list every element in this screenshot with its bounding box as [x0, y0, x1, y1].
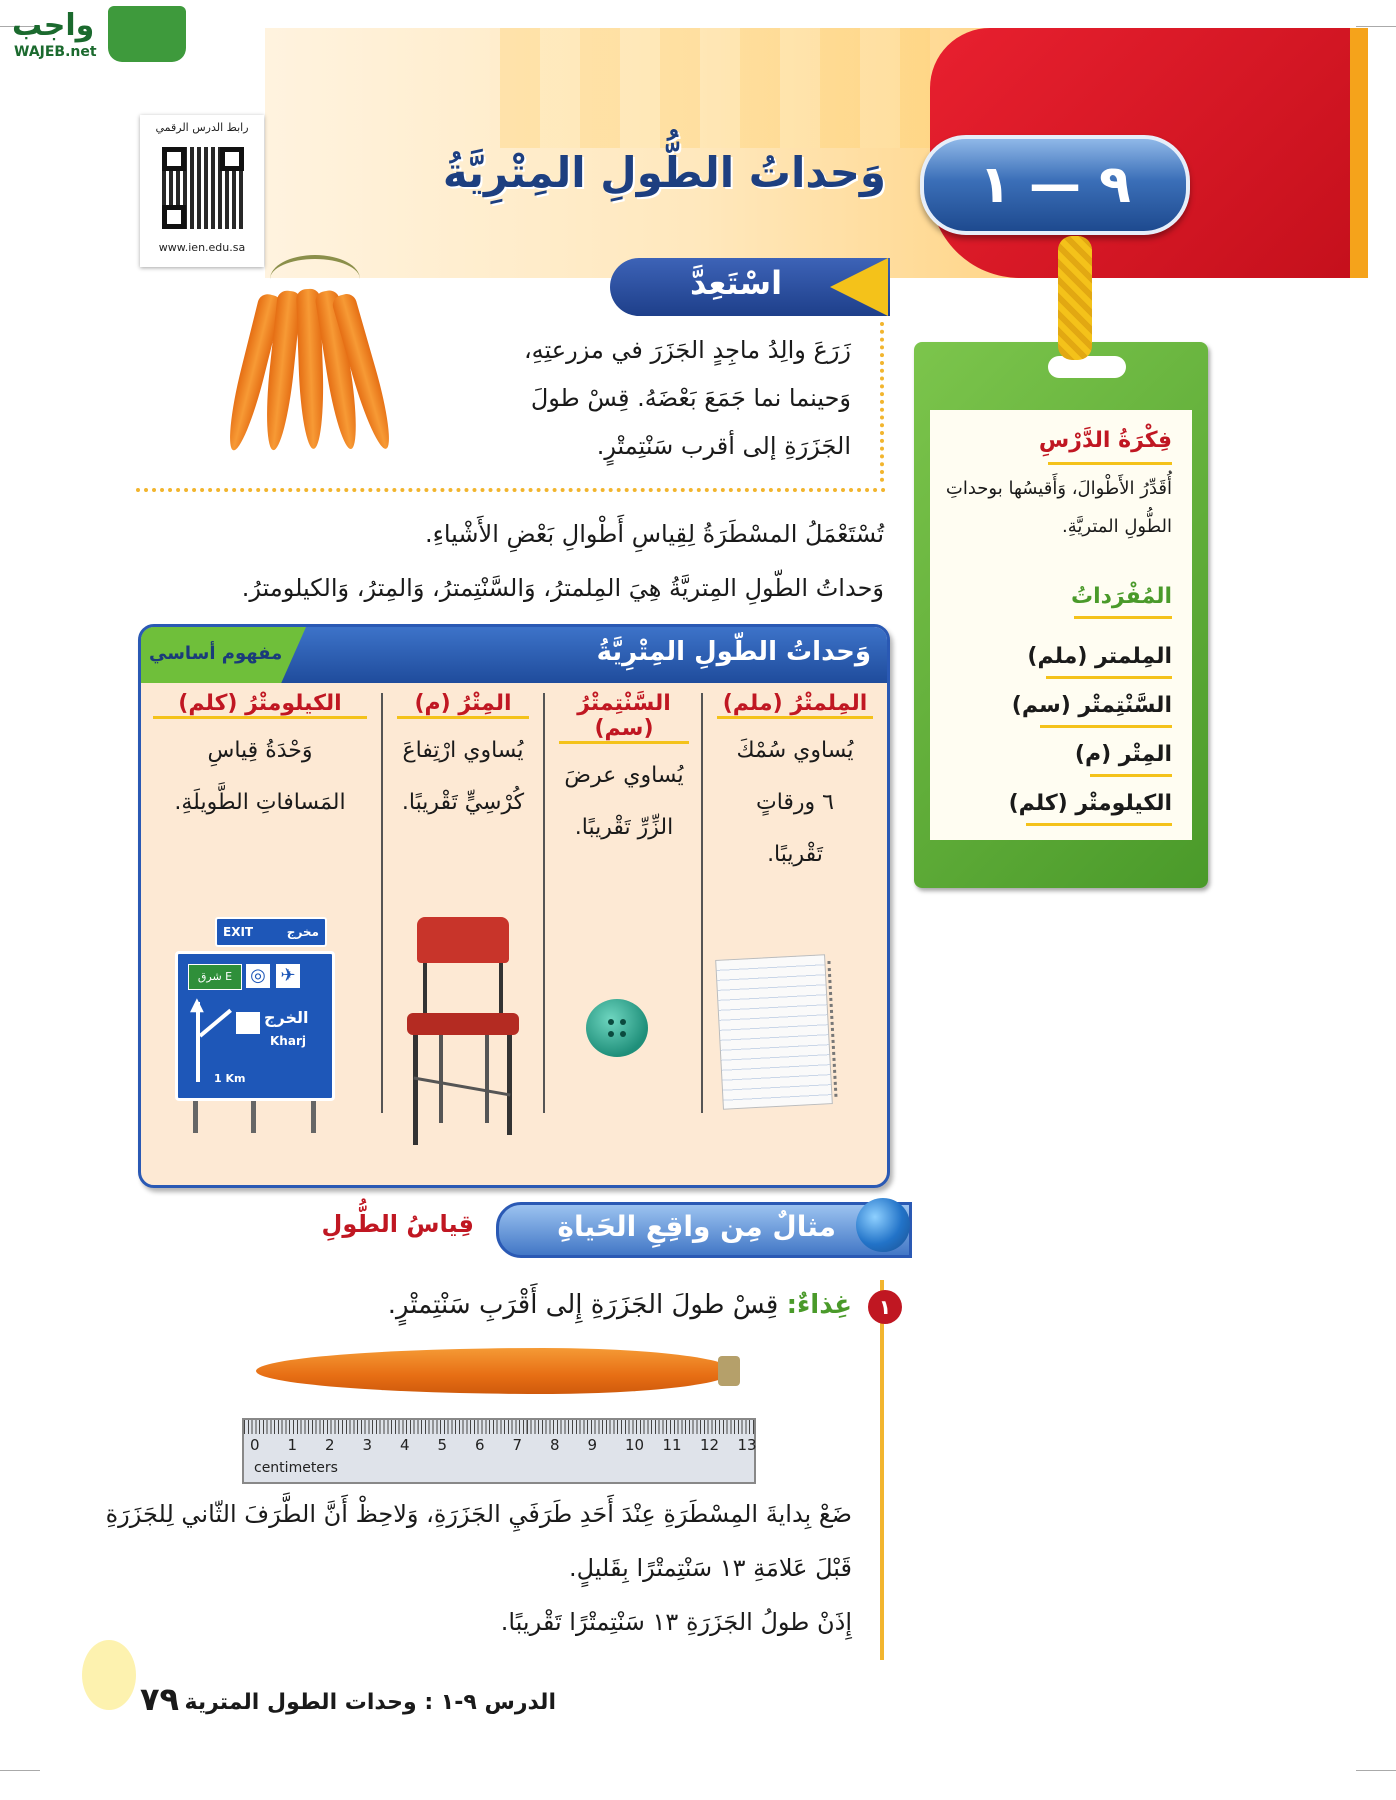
example-question-text: قِسْ طولَ الجَزَرَةِ إِلى أَقْرَبِ سَنْتِمتْرٍ.: [387, 1290, 779, 1320]
sign-city-en: Kharj: [270, 1034, 306, 1048]
unit-underline: [559, 741, 689, 744]
example-step: إِذَنْ طولُ الجَزَرَةِ ١٣ سَنْتِمتْرًا تَقْريبًا.: [500, 1608, 852, 1636]
lesson-title: وَحداتُ الطُّولِ المِتْرِيَّةُ: [442, 148, 886, 197]
unit-desc: تَقْريبًا.: [767, 842, 823, 867]
globe-icon: [856, 1198, 910, 1252]
unit-underline: [717, 716, 873, 719]
ruler-number: 0: [250, 1436, 260, 1454]
key-concept-title: وَحداتُ الطّولِ المِتْرِيَّةُ: [596, 637, 871, 667]
unit-desc: وَحْدَةُ قِياسِ: [207, 738, 313, 763]
example-side-line: [880, 1280, 884, 1660]
logo-text: واجب: [12, 8, 95, 43]
unit-name: المِتْرُ (م): [414, 691, 512, 716]
get-ready-line: الجَزَرَةِ إلى أقرب سَنْتِمتْرٍ.: [596, 432, 851, 460]
target-icon: ◎: [246, 964, 270, 988]
unit-desc: يُساوي سُمْكَ: [736, 738, 854, 763]
ruler-number: 9: [587, 1436, 598, 1454]
unit-desc: المَسافاتِ الطَّويلَةِ.: [174, 790, 346, 815]
title-underline: [1048, 462, 1172, 465]
notebook-image: [715, 954, 833, 1110]
sign-east: شرق E: [188, 964, 242, 990]
vocabulary-title: المُفْرَداتُ: [1070, 584, 1172, 609]
get-ready-line: زَرَعَ والِدُ ماجِدٍ الجَزَرَ في مزرعتِهِ،: [523, 336, 851, 364]
sign-exit-ar: مخرج: [286, 925, 319, 939]
qr-finder: [162, 205, 186, 229]
header-edge-strip: [1350, 28, 1368, 278]
vocab-underline: [1026, 823, 1172, 826]
unit-desc: الزِّرِّ تَقْريبًا.: [574, 815, 674, 840]
crop-mark: [0, 1770, 40, 1771]
dotted-divider: [136, 488, 886, 492]
ruler-number: 13: [737, 1436, 757, 1454]
unit-underline: [153, 716, 367, 719]
vocab-underline: [1040, 725, 1172, 728]
intro-line: تُسْتَعْمَلُ المسْطَرَةُ لِقِياسِ أَطْوالِ بَعْضِ الأَشْياءِ.: [424, 520, 884, 548]
column-divider: [381, 693, 383, 1113]
qr-url[interactable]: www.ien.edu.sa: [158, 241, 246, 254]
dotted-divider: [880, 322, 884, 482]
title-underline: [1074, 616, 1172, 619]
vocab-item: المِلمتر (ملم): [1027, 644, 1172, 669]
ruler-number: 11: [662, 1436, 682, 1454]
example-banner-title: مثالٌ مِن واقِعِ الحَياةِ: [557, 1210, 836, 1243]
example-question: [388, 1290, 852, 1320]
ruler-number: 5: [437, 1436, 448, 1454]
vocab-item: الكيلومتْر (كلم): [1008, 791, 1172, 816]
ruler-number: 12: [700, 1436, 720, 1454]
intro-line: وَحداتُ الطّولِ المِتريَّةُ هِيَ المِلمترُ، وَالسَّنْتِمترُ، وَالمِترُ، وَالكيلومترُ.: [241, 574, 884, 602]
example-subtitle: قِياسُ الطُّولِ: [321, 1210, 474, 1238]
logo-subtext: WAJEB.net: [14, 44, 97, 60]
carrot-image: [256, 1348, 734, 1394]
qr-finder: [220, 147, 244, 171]
ruler-number: 2: [325, 1436, 335, 1454]
lesson-number-badge: [920, 135, 1190, 235]
lanyard-icon: [1058, 236, 1092, 360]
ruler-number: 4: [400, 1436, 410, 1454]
button-image: [586, 999, 648, 1057]
road-sign-image: [175, 917, 335, 1137]
get-ready-line: وَحينما نما جَمَعَ بَعْضَهُ. قِسْ طولَ: [530, 384, 851, 412]
unit-desc: يُساوي عرضَ: [564, 763, 684, 788]
lesson-idea-title: فِكْرَةُ الدَّرْسِ: [1038, 428, 1172, 453]
column-divider: [543, 693, 545, 1113]
get-ready-arrow-icon: [830, 258, 888, 316]
unit-underline: [397, 716, 529, 719]
get-ready-text: [471, 326, 851, 470]
ruler-number: 10: [625, 1436, 645, 1454]
unit-name: السَّنْتِمتْرُ (سم): [577, 691, 671, 741]
airplane-icon: ✈: [276, 964, 300, 988]
carrot-bunch-image: [220, 255, 390, 465]
logo-book-icon: [108, 6, 186, 62]
unit-desc: يُساوي ارْتِفاعَ: [402, 738, 524, 763]
sign-distance: 1 Km: [214, 1072, 246, 1085]
footer-lesson: الدرس ٩-١ : وحدات الطول المترية: [184, 1690, 556, 1715]
crop-mark: [1356, 26, 1396, 27]
vocab-underline: [1090, 774, 1172, 777]
ruler-image: [242, 1418, 756, 1484]
ruler-number: 3: [362, 1436, 373, 1454]
ruler-ticks: [244, 1420, 754, 1434]
factory-icon: [236, 1012, 260, 1034]
key-concept-tag: مفهوم أساسي: [149, 643, 283, 664]
carrot-stem: [718, 1356, 740, 1386]
vocab-item: المِتْر (م): [1074, 742, 1172, 767]
column-divider: [701, 693, 703, 1113]
qr-card[interactable]: [140, 115, 264, 267]
vocab-underline: [1046, 676, 1172, 679]
unit-name: المِلمتْرُ (ملم): [722, 691, 868, 716]
example-label: غِذاءٌ:: [786, 1290, 852, 1320]
unit-name: الكيلومتْرُ (كلم): [178, 691, 342, 716]
up-arrow-icon: ▲: [190, 994, 204, 1015]
unit-desc: كُرْسِيٍّ تَقْريبًا.: [401, 790, 525, 815]
example-number: ١: [868, 1290, 902, 1324]
sign-city-ar: الخرج: [264, 1008, 309, 1027]
header-pattern: [500, 28, 930, 148]
lesson-number: ٩ — ١: [979, 155, 1131, 215]
unit-column-centimeter: [547, 683, 701, 1123]
chair-image: [403, 917, 523, 1147]
unit-desc: ٦ ورقاتٍ: [756, 790, 834, 815]
ruler-number: 1: [287, 1436, 298, 1454]
get-ready-title: اسْتَعِدَّ: [690, 264, 783, 302]
card-hole: [1048, 356, 1126, 378]
qr-label: رابط الدرس الرقمي: [155, 121, 249, 134]
example-step: قَبْلَ عَلامَةِ ١٣ سَنْتِمتْرًا بِقَليلٍ.: [569, 1554, 852, 1582]
crop-mark: [1356, 1770, 1396, 1771]
ruler-number: 6: [475, 1436, 485, 1454]
qr-finder: [162, 147, 186, 171]
sign-exit-en: EXIT: [223, 925, 254, 939]
example-step: ضَعْ بِدايةَ المِسْطَرَةِ عِنْدَ أَحَدِ طَرَفَيِ الجَزَرَةِ، وَلاحِظْ أَنَّ الطَّرَفَ الثّاني لِلجَزَرَةِ: [105, 1500, 852, 1528]
ruler-number: 8: [550, 1436, 560, 1454]
footer-decoration: [82, 1640, 136, 1710]
page-number: ٧٩: [140, 1680, 180, 1718]
vocab-item: السَّنْتِمتْر (سم): [1011, 693, 1172, 718]
ruler-number: 7: [512, 1436, 523, 1454]
lesson-idea-text: أُقَدِّرُ الأَطْوالَ، وَأَقيسُها بوحداتِ الطُّولِ المتريَّةِ.: [945, 478, 1172, 537]
key-concept-box: [138, 624, 890, 1188]
ruler-label: centimeters: [254, 1460, 338, 1476]
